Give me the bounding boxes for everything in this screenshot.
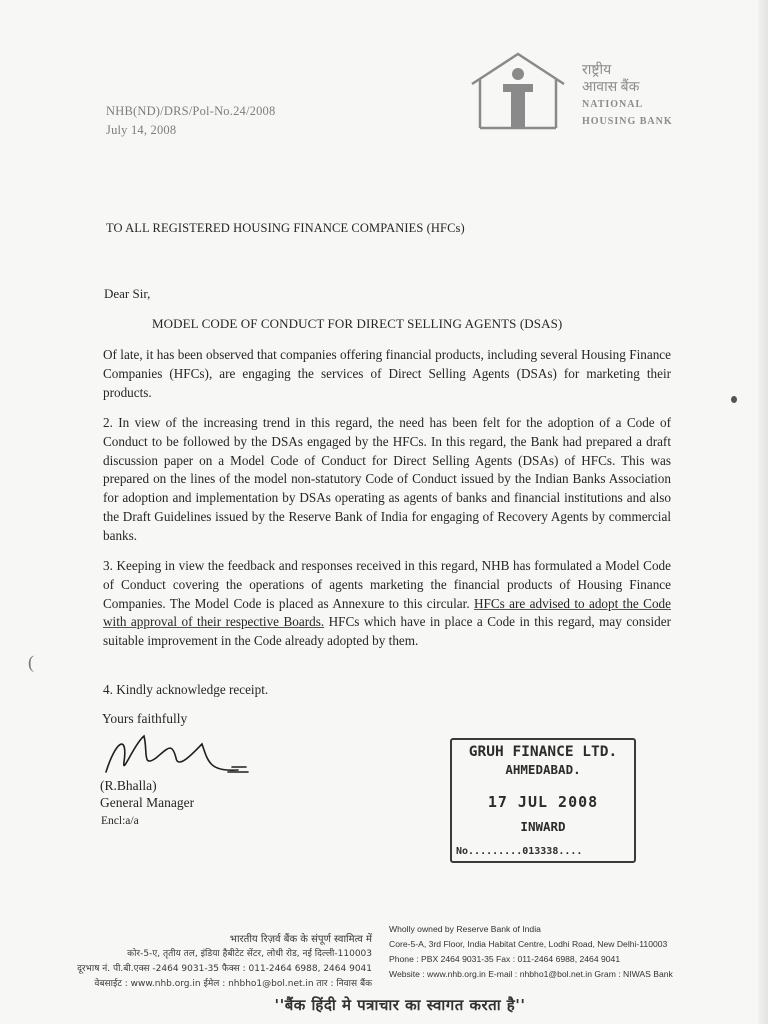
stamp-city: AHMEDABAD.	[505, 762, 581, 777]
footer-english-line1: Wholly owned by Reserve Bank of India	[389, 924, 541, 934]
footer-english-line2: Core-5-A, 3rd Floor, India Habitat Centre, Lodhi Road, New Delhi-110003	[389, 939, 668, 949]
stamp-number: No.........013338....	[456, 846, 583, 857]
stamp-company: GRUH FINANCE LTD.	[468, 744, 618, 760]
footer-english	[389, 922, 719, 982]
footer-hindi-line4: वेबसाईट : www.nhb.org.in ईमेल : nhbho1@bol.net.in तार : निवास बैंक	[94, 979, 372, 989]
logo-english-line2: HOUSING BANK	[582, 116, 673, 127]
footer-english-line3: Phone : PBX 2464 9031-35 Fax : 011-2464 6988, 2464 9041	[389, 954, 621, 964]
paragraph-3-part-c: HFCs which have in place a Code in this regard, may consider suitable improvement in the Code already adopted by them.	[103, 614, 671, 649]
ink-speck	[731, 396, 737, 403]
signer-name: (R.Bhalla)	[100, 778, 157, 793]
margin-mark: (	[28, 652, 34, 672]
footer-hindi	[32, 932, 372, 992]
footer-english-line4: Website : www.nhb.org.in E-mail : nhbho1@bol.net.in Gram : NIWAS Bank	[389, 969, 673, 979]
signer-title: General Manager	[100, 795, 195, 810]
paragraph-1: Of late, it has been observed that companies offering financial products, including several Housing Finance Companies (HFCs), are engaging the services of Direct Selling Agents (DSAs) for marketing their products.	[103, 347, 671, 400]
paragraph-3-underlined: HFCs are advised to adopt the Code with approval of their respective Boards.	[103, 595, 671, 630]
footer-hindi-line3: दूरभाष नं. पी.बी.एक्स -2464 9031-35 फैक्स : 011-2464 6988, 2464 9041	[77, 964, 372, 974]
inward-stamp	[450, 738, 636, 863]
footer-hindi-line1: भारतीय रिज़र्व बैंक के संपूर्ण स्वामित्व में	[229, 934, 372, 945]
closing: Yours faithfully	[102, 711, 188, 726]
page-edge-shadow	[758, 0, 768, 1024]
footer-hindi-line2: कोर-5-ए, तृतीय तल, इंडिया हैबीटेट सेंटर, लोधी रोड, नई दिल्ली-110003	[127, 949, 372, 959]
paragraph-2: 2. In view of the increasing trend in this regard, the need has been felt for the adoption of a Code of Conduct to be followed by the DSAs engaged by the HFCs. In this regard, the Bank had prepared a draft discussion paper on a Model Code of Conduct for Direct Selling Agents (DSAs) of HFCs. This was prepared on the lines of the model non-statutory Code of Conduct issued by the Indian Banks Association for adoption and implementation by DSAs operating as agents of banks and financial institutions and also the Draft Guidelines issued by the Reserve Bank of India for engaging of Recovery Agents by commercial banks.	[103, 415, 671, 543]
letter-date: July 14, 2008	[106, 123, 177, 137]
signer-block	[100, 777, 194, 811]
enclosure-note: Encl:a/a	[101, 815, 139, 827]
signature	[98, 722, 258, 782]
paragraph-3	[103, 557, 671, 651]
stamp-date: 17 JUL 2008	[487, 793, 599, 811]
logo-hindi-line2: आवास बैंक	[582, 80, 640, 95]
reference-block	[106, 102, 275, 140]
logo-hindi-line1: राष्ट्रीय	[582, 63, 612, 78]
salutation: Dear Sir,	[104, 286, 151, 301]
paragraph-4: 4. Kindly acknowledge receipt.	[103, 682, 269, 697]
stamp-label: INWARD	[520, 819, 566, 834]
reference-number: NHB(ND)/DRS/Pol-No.24/2008	[106, 104, 276, 118]
logo-english-line1: NATIONAL	[582, 99, 644, 110]
nhb-logo-text	[582, 62, 673, 130]
addressee: TO ALL REGISTERED HOUSING FINANCE COMPANIES (HFCs)	[106, 221, 465, 235]
footer-slogan: ''बैंक हिंदी मे पत्राचार का स्वागत करता है''	[274, 996, 526, 1014]
subject-line: MODEL CODE OF CONDUCT FOR DIRECT SELLING AGENTS (DSAS)	[152, 316, 563, 331]
paragraph-3-part-a: 3. Keeping in view the feedback and responses received in this regard, NHB has formulated a Model Code of Conduct covering the operations of agents marketing the financial products of Housing Finance Companies. The Model Code is placed as Annexure to this circular.	[103, 558, 671, 611]
